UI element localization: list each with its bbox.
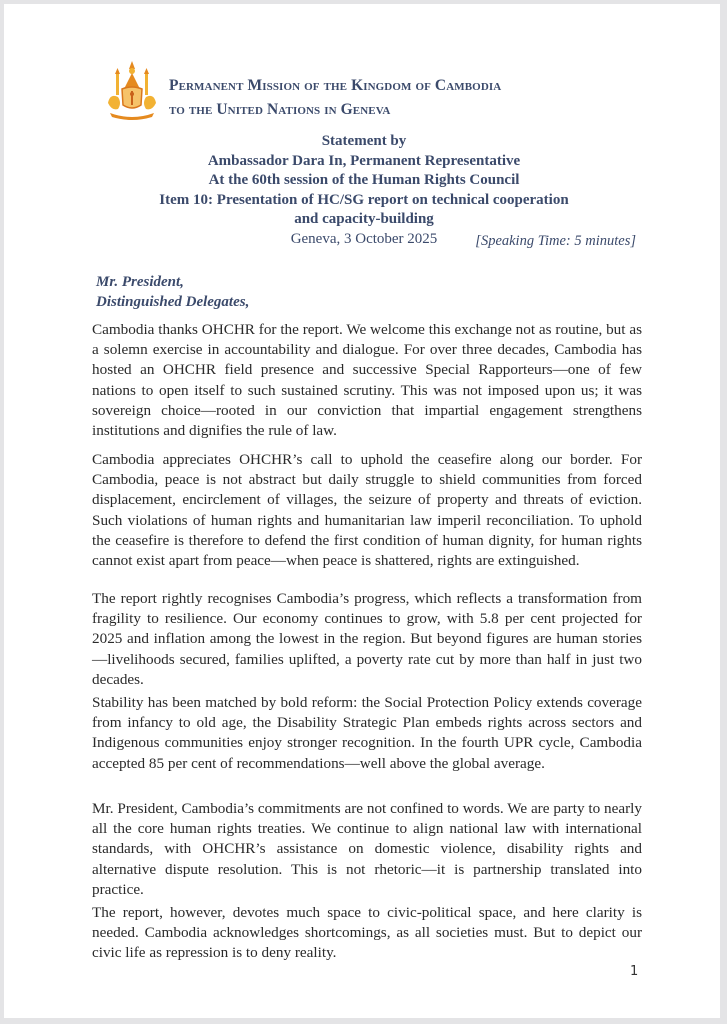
paragraph: The report, however, devotes much space to civic-political space, and here clarity is needed. Cambodia acknowledges shortcomings, as all societies must. But to depict our civic life as repression is to deny reality. bbox=[92, 904, 642, 962]
salutation bbox=[96, 272, 249, 312]
paragraph: Stability has been matched by bold reform: the Social Protection Policy extends coverage from infancy to old age, the Disability Strategic Plan embeds rights across sectors and Indigenous communities enjoy stronger recognition. In the fourth UPR cycle, Cambodia accepted 85 per cent of recommendations—well above the global average. bbox=[92, 694, 642, 772]
letterhead-line-1: Permanent Mission of the Kingdom of Cambodia bbox=[169, 77, 502, 94]
document-page bbox=[4, 4, 720, 1018]
page-number: 1 bbox=[630, 964, 639, 979]
salutation-president: Mr. President, bbox=[96, 274, 184, 290]
paragraph: Mr. President, Cambodia’s commitments are not confined to words. We are party to nearly all the core human rights treaties. We continue to align national law with international standards, with OHCHR’s assistance on domestic violence, disability rights and alternative dispute resolution. This is not rhetoric—it is partnership translated into practice. bbox=[92, 800, 642, 898]
statement-heading bbox=[154, 132, 574, 249]
paragraph: Cambodia thanks OHCHR for the report. We welcome this exchange not as routine, but as a solemn exercise in accountability and dialogue. For over three decades, Cambodia has hosted an OHCHR field presence and successive Special Rapporteurs—one of few nations to open itself to such sustained scrutiny. This was not imposed upon us; it was sovereign choice—rooted in our conviction that impartial engagement strengthens institutions and dignifies the rule of law. bbox=[92, 321, 642, 440]
salutation-delegates: Distinguished Delegates, bbox=[96, 294, 250, 310]
statement-session: At the 60th session of the Human Rights Council bbox=[208, 172, 520, 188]
royal-arms-crest-icon bbox=[104, 59, 160, 121]
statement-place-date: Geneva, 3 October 2025 bbox=[290, 230, 438, 247]
paragraph: Cambodia appreciates OHCHR’s call to uphold the ceasefire along our border. For Cambodia, peace is not abstract but daily struggle to shield communities from forced displacement, encirclement of villages, the seizure of property and threats of eviction. Such violations of human rights and humanitarian law imperil reconciliation. To uphold the ceasefire is therefore to defend the first condition of human dignity, for human rights cannot exist apart from peace—when peace is shattered, rights are extinguished. bbox=[92, 451, 642, 570]
statement-agenda-item-cont: and capacity-building bbox=[294, 211, 434, 227]
statement-agenda-item: Item 10: Presentation of HC/SG report on technical cooperation bbox=[159, 191, 569, 208]
mission-letterhead bbox=[169, 74, 501, 122]
speaking-time: [Speaking Time: 5 minutes] bbox=[475, 233, 636, 249]
letterhead-line-2: to the United Nations in Geneva bbox=[169, 101, 391, 118]
statement-speaker: Ambassador Dara In, Permanent Representative bbox=[207, 152, 521, 169]
statement-title: Statement by bbox=[321, 133, 407, 149]
paragraph: The report rightly recognises Cambodia’s progress, which reflects a transformation from fragility to resilience. Our economy continues to grow, with 5.8 per cent projected for 2025 and inflation among the lowest in the region. But beyond figures are human stories—livelihoods secured, families uplifted, a poverty rate cut by more than half in just two decades. bbox=[92, 590, 642, 688]
